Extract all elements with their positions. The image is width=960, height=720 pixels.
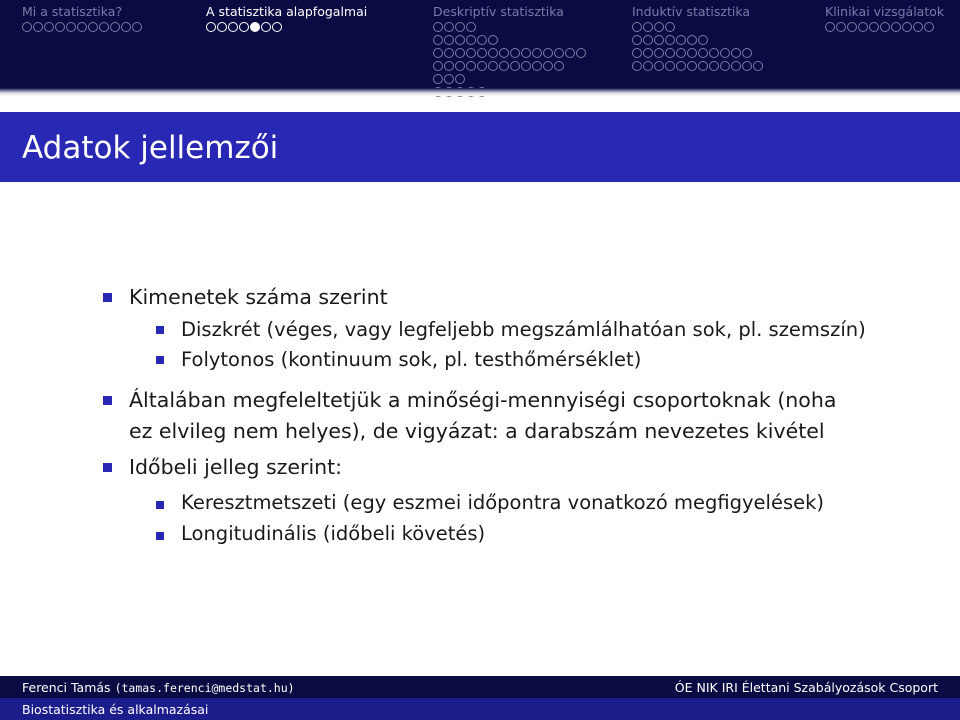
footer-institute: ÓE NIK IRI Élettani Szabályozások Csoport xyxy=(674,680,938,695)
nav-dots-row xyxy=(632,48,763,59)
nav-dots-row xyxy=(825,22,944,33)
current-slide-dot-icon[interactable] xyxy=(250,22,260,32)
nav-section-title[interactable]: Mi a statisztika? xyxy=(22,4,123,19)
slide-dot-icon[interactable] xyxy=(698,48,708,58)
bullet-icon xyxy=(103,293,112,302)
nav-dots-row xyxy=(433,61,586,72)
bullet-icon xyxy=(103,463,112,472)
slide-dot-icon[interactable] xyxy=(742,61,752,71)
slide-dot-icon[interactable] xyxy=(433,61,443,71)
slide-dot-icon[interactable] xyxy=(847,22,857,32)
slide-dot-icon[interactable] xyxy=(510,61,520,71)
slide-dot-icon[interactable] xyxy=(632,35,642,45)
list-item-continuation: ez elvileg nem helyes), de vigyázat: a darabszám nevezetes kivétel xyxy=(129,419,825,443)
slide-dot-icon[interactable] xyxy=(477,48,487,58)
slide-dot-icon[interactable] xyxy=(720,48,730,58)
nav-dots-row xyxy=(206,22,367,33)
slide-dot-icon[interactable] xyxy=(676,61,686,71)
list-item: Keresztmetszeti (egy eszmei időpontra vonatkozó megfigyelések) xyxy=(181,491,825,514)
slide-dot-icon[interactable] xyxy=(554,48,564,58)
footer-top xyxy=(0,676,960,698)
slide-dot-icon[interactable] xyxy=(576,48,586,58)
slide-dot-icon[interactable] xyxy=(466,22,476,32)
slide-dot-icon[interactable] xyxy=(444,22,454,32)
slide-dot-icon[interactable] xyxy=(687,61,697,71)
slide-dot-icon[interactable] xyxy=(433,48,443,58)
list-item: Időbeli jelleg szerint: xyxy=(129,455,343,479)
slide-dot-icon[interactable] xyxy=(825,22,835,32)
slide-dot-icon[interactable] xyxy=(654,22,664,32)
slide-dot-icon[interactable] xyxy=(88,22,98,32)
slide-dot-icon[interactable] xyxy=(532,48,542,58)
slide-dot-icon[interactable] xyxy=(687,35,697,45)
author-email: (tamas.ferenci@medstat.hu) xyxy=(114,681,295,695)
slide-dot-icon[interactable] xyxy=(33,22,43,32)
slide-dot-icon[interactable] xyxy=(676,48,686,58)
slide-dot-icon[interactable] xyxy=(44,22,54,32)
slide-dot-icon[interactable] xyxy=(444,35,454,45)
slide-dot-icon[interactable] xyxy=(880,22,890,32)
nav-section[interactable] xyxy=(22,4,142,33)
slide-dot-icon[interactable] xyxy=(521,61,531,71)
nav-dots-row xyxy=(22,22,142,33)
nav-dots-row xyxy=(433,74,586,85)
slide-dot-icon[interactable] xyxy=(455,48,465,58)
slide-dot-icon[interactable] xyxy=(687,48,697,58)
nav-section[interactable] xyxy=(825,4,944,33)
bullet-icon xyxy=(156,356,164,364)
slide-dot-icon[interactable] xyxy=(466,35,476,45)
nav-section-title[interactable]: Klinikai vizsgálatok xyxy=(825,4,945,19)
nav-dots-row xyxy=(433,22,586,33)
slide-dot-icon[interactable] xyxy=(444,74,454,84)
slide-dot-icon[interactable] xyxy=(132,22,142,32)
slide-dot-icon[interactable] xyxy=(720,61,730,71)
slide-dot-icon[interactable] xyxy=(742,48,752,58)
list-item: Longitudinális (időbeli követés) xyxy=(181,522,486,545)
bullet-icon xyxy=(156,501,164,509)
list-item: Általában megfeleltetjük a minőségi-mennyiségi csoportoknak (noha xyxy=(129,388,837,412)
slide-dot-icon[interactable] xyxy=(698,61,708,71)
slide-dot-icon[interactable] xyxy=(66,22,76,32)
slide-dot-icon[interactable] xyxy=(665,61,675,71)
slide-dot-icon[interactable] xyxy=(665,22,675,32)
nav-section-title[interactable]: Deskriptív statisztika xyxy=(433,4,564,19)
nav-section[interactable] xyxy=(632,4,763,72)
slide-dot-icon[interactable] xyxy=(455,22,465,32)
slide-dot-icon[interactable] xyxy=(858,22,868,32)
bullet-icon xyxy=(103,396,112,405)
nav-dots-row xyxy=(632,61,763,72)
slide-dot-icon[interactable] xyxy=(632,22,642,32)
bullet-icon xyxy=(156,532,164,540)
navigation-shadow xyxy=(0,88,960,96)
slide-dot-icon[interactable] xyxy=(499,48,509,58)
nav-section-title[interactable]: Induktív statisztika xyxy=(632,4,751,19)
slide-dot-icon[interactable] xyxy=(455,74,465,84)
slide-dot-icon[interactable] xyxy=(444,61,454,71)
slide-dot-icon[interactable] xyxy=(455,35,465,45)
slide-dot-icon[interactable] xyxy=(665,48,675,58)
slide-dot-icon[interactable] xyxy=(632,48,642,58)
nav-section[interactable] xyxy=(206,4,367,33)
slide-dot-icon[interactable] xyxy=(643,22,653,32)
slide-dot-icon[interactable] xyxy=(55,22,65,32)
slide-dot-icon[interactable] xyxy=(206,22,216,32)
footer-author xyxy=(22,680,295,695)
slide-dot-icon[interactable] xyxy=(228,22,238,32)
slide-dot-icon[interactable] xyxy=(654,48,664,58)
slide-dot-icon[interactable] xyxy=(554,61,564,71)
frame-title: Adatok jellemzői xyxy=(22,130,279,166)
slide-dot-icon[interactable] xyxy=(665,35,675,45)
footer-course: Biostatisztika és alkalmazásai xyxy=(22,702,209,717)
slide-dot-icon[interactable] xyxy=(731,48,741,58)
frame-title-bar xyxy=(0,112,960,182)
list-item: Diszkrét (véges, vagy legfeljebb megszámlálhatóan sok, pl. szemszín) xyxy=(181,318,866,341)
list-item: Kimenetek száma szerint xyxy=(129,285,388,309)
slide-dot-icon[interactable] xyxy=(433,35,443,45)
slide-dot-icon[interactable] xyxy=(121,22,131,32)
slide-dot-icon[interactable] xyxy=(488,35,498,45)
slide-dot-icon[interactable] xyxy=(924,22,934,32)
slide-dot-icon[interactable] xyxy=(532,61,542,71)
slide-dot-icon[interactable] xyxy=(643,35,653,45)
slide-dot-icon[interactable] xyxy=(110,22,120,32)
author-name: Ferenci Tamás xyxy=(22,680,111,695)
slide-dot-icon[interactable] xyxy=(261,22,271,32)
slide-dot-icon[interactable] xyxy=(643,61,653,71)
slide-dot-icon[interactable] xyxy=(466,48,476,58)
slide-dot-icon[interactable] xyxy=(632,61,642,71)
slide-dot-icon[interactable] xyxy=(510,48,520,58)
nav-dots-row xyxy=(433,35,586,46)
nav-dots-row xyxy=(433,48,586,59)
slide-dot-icon[interactable] xyxy=(272,22,282,32)
slide-dot-icon[interactable] xyxy=(444,48,454,58)
slide-dot-icon[interactable] xyxy=(654,35,664,45)
slide-dot-icon[interactable] xyxy=(709,48,719,58)
slide-dot-icon[interactable] xyxy=(543,48,553,58)
slide-dot-icon[interactable] xyxy=(902,22,912,32)
slide-dot-icon[interactable] xyxy=(643,48,653,58)
slide-dot-icon[interactable] xyxy=(77,22,87,32)
slide-dot-icon[interactable] xyxy=(433,22,443,32)
slide-dot-icon[interactable] xyxy=(698,35,708,45)
slide-dot-icon[interactable] xyxy=(913,22,923,32)
slide-dot-icon[interactable] xyxy=(22,22,32,32)
slide-dot-icon[interactable] xyxy=(217,22,227,32)
nav-dots-row xyxy=(632,22,763,33)
nav-section[interactable] xyxy=(433,4,586,98)
slide-dot-icon[interactable] xyxy=(499,61,509,71)
slide-dot-icon[interactable] xyxy=(543,61,553,71)
slide-dot-icon[interactable] xyxy=(521,48,531,58)
slide-dot-icon[interactable] xyxy=(433,74,443,84)
list-item: Folytonos (kontinuum sok, pl. testhőmérséklet) xyxy=(181,348,642,371)
slide-dot-icon[interactable] xyxy=(676,35,686,45)
bullet-icon xyxy=(156,326,164,334)
slide-dot-icon[interactable] xyxy=(565,48,575,58)
footer-bottom xyxy=(0,698,960,720)
slide-dot-icon[interactable] xyxy=(709,61,719,71)
slide-dot-icon[interactable] xyxy=(891,22,901,32)
slide-dot-icon[interactable] xyxy=(239,22,249,32)
slide-dot-icon[interactable] xyxy=(869,22,879,32)
slide-dot-icon[interactable] xyxy=(477,61,487,71)
slide-dot-icon[interactable] xyxy=(731,61,741,71)
slide-dot-icon[interactable] xyxy=(477,35,487,45)
nav-dots-row xyxy=(632,35,763,46)
slide-dot-icon[interactable] xyxy=(488,61,498,71)
slide-dot-icon[interactable] xyxy=(654,61,664,71)
slide-dot-icon[interactable] xyxy=(488,48,498,58)
slide-dot-icon[interactable] xyxy=(455,61,465,71)
slide-dot-icon[interactable] xyxy=(466,61,476,71)
navigation-bar xyxy=(0,0,960,88)
slide-dot-icon[interactable] xyxy=(836,22,846,32)
slide-dot-icon[interactable] xyxy=(99,22,109,32)
slide-dot-icon[interactable] xyxy=(753,61,763,71)
nav-section-title[interactable]: A statisztika alapfogalmai xyxy=(206,4,368,19)
